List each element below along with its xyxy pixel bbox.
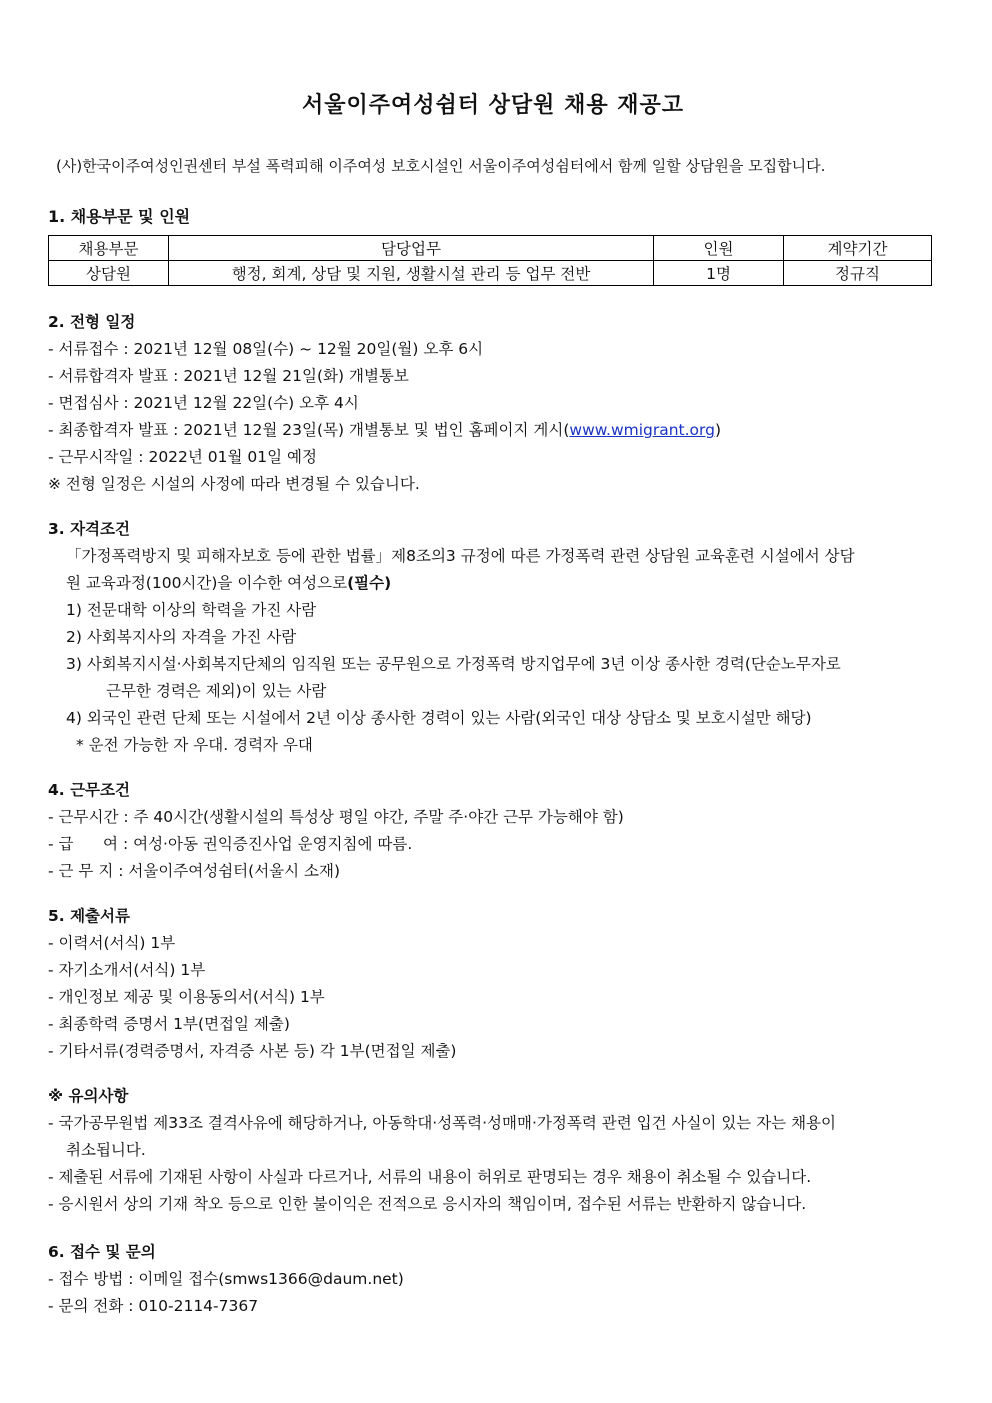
qualification-item: 2) 사회복지사의 자격을 가진 사람 (66, 628, 297, 646)
section-conditions (48, 777, 943, 885)
section-recruitment (48, 204, 943, 286)
required-mark: (필수) (347, 574, 392, 592)
schedule-item-text: ) (714, 421, 722, 439)
table-cell: 상담원 (49, 261, 169, 286)
schedule-item: - 근무시작일 : 2022년 01월 01일 예정 (48, 448, 318, 466)
recruitment-table (48, 235, 932, 286)
section-documents (48, 903, 943, 1065)
table-header-cell: 채용부문 (49, 236, 169, 261)
condition-item: - 급 여 : 여성·아동 권익증진사업 운영지침에 따름. (48, 835, 413, 853)
schedule-item: - 서류합격자 발표 : 2021년 12월 21일(화) 개별통보 (48, 367, 409, 385)
table-header-cell: 담당업무 (169, 236, 654, 261)
notice-item: - 국가공무원법 제33조 결격사유에 해당하거나, 아동학대·성폭력·성매매·가정폭력 관련 입건 사실이 있는 자는 채용이 (48, 1114, 836, 1132)
qualification-paragraph (48, 570, 943, 597)
section-contact (48, 1239, 943, 1320)
preference-note: * 운전 가능한 자 우대. 경력자 우대 (76, 736, 313, 754)
page-title: 서울이주여성쉼터 상담원 채용 재공고 (301, 93, 684, 118)
notice-item: - 응시원서 상의 기재 착오 등으로 인한 불이익은 전적으로 응시자의 책임이며, 접수된 서류는 반환하지 않습니다. (48, 1195, 807, 1213)
section-qualifications (48, 516, 943, 759)
schedule-item: - 면접심사 : 2021년 12월 22일(수) 오후 4시 (48, 394, 359, 412)
schedule-note: ※ 전형 일정은 시설의 사정에 따라 변경될 수 있습니다. (48, 475, 420, 493)
qualification-item-continued: 근무한 경력은 제외)이 있는 사람 (106, 682, 327, 700)
contact-item: - 문의 전화 : 010-2114-7367 (48, 1297, 259, 1315)
table-header-cell: 인원 (654, 236, 784, 261)
intro-text: (사)한국이주여성인권센터 부설 폭력피해 이주여성 보호시설인 서울이주여성쉼터에서 함께 일할 상담원을 모집합니다. (56, 157, 826, 175)
qualification-text: 원 교육과정(100시간)을 이수한 여성으로 (66, 574, 348, 592)
section-notices (48, 1083, 943, 1218)
section-heading: 5. 제출서류 (48, 907, 130, 925)
section-schedule (48, 309, 943, 498)
document-item: - 기타서류(경력증명서, 자격증 사본 등) 각 1부(면접일 제출) (48, 1042, 457, 1060)
table-cell: 정규직 (784, 261, 932, 286)
schedule-item: - 서류접수 : 2021년 12월 08일(수) ~ 12월 20일(월) 오후 6시 (48, 340, 484, 358)
table-header-cell: 계약기간 (784, 236, 932, 261)
section-heading: 3. 자격조건 (48, 520, 130, 538)
qualification-item: 1) 전문대학 이상의 학력을 가진 사람 (66, 601, 317, 619)
notice-item: - 제출된 서류에 기재된 사항이 사실과 다르거나, 서류의 내용이 허위로 판명되는 경우 채용이 취소될 수 있습니다. (48, 1168, 812, 1186)
qualification-item: 3) 사회복지시설·사회복지단체의 임직원 또는 공무원으로 가정폭력 방지업무에 3년 이상 종사한 경력(단순노무자로 (66, 655, 841, 673)
document-item: - 자기소개서(서식) 1부 (48, 961, 206, 979)
section-heading: 6. 접수 및 문의 (48, 1243, 156, 1261)
document-item: - 개인정보 제공 및 이용동의서(서식) 1부 (48, 988, 325, 1006)
qualification-paragraph: 「가정폭력방지 및 피해자보호 등에 관한 법률」제8조의3 규정에 따른 가정폭력 관련 상담원 교육훈련 시설에서 상담 (66, 547, 855, 565)
document-item: - 이력서(서식) 1부 (48, 934, 176, 952)
document-item: - 최종학력 증명서 1부(면접일 제출) (48, 1015, 290, 1033)
table-cell: 행정, 회계, 상담 및 지원, 생활시설 관리 등 업무 전반 (169, 261, 654, 286)
table-row (49, 261, 932, 286)
condition-item: - 근무시간 : 주 40시간(생활시설의 특성상 평일 야간, 주말 주·야간 근무 가능해야 함) (48, 808, 624, 826)
homepage-link[interactable]: www.wmigrant.org (569, 421, 715, 439)
section-heading: 1. 채용부문 및 인원 (48, 207, 191, 226)
schedule-item-text: - 최종합격자 발표 : 2021년 12월 23일(목) 개별통보 및 법인 홈페이지 게시( (48, 421, 570, 439)
table-header-row (49, 236, 932, 261)
schedule-item (48, 417, 943, 444)
section-heading: 2. 전형 일정 (48, 313, 136, 331)
section-heading: ※ 유의사항 (48, 1087, 129, 1105)
section-heading: 4. 근무조건 (48, 781, 130, 799)
condition-item: - 근 무 지 : 서울이주여성쉼터(서울시 소재) (48, 862, 341, 880)
notice-item-continued: 취소됩니다. (66, 1141, 146, 1159)
qualification-item: 4) 외국인 관련 단체 또는 시설에서 2년 이상 종사한 경력이 있는 사람(외국인 대상 상담소 및 보호시설만 해당) (66, 709, 812, 727)
contact-item: - 접수 방법 : 이메일 접수(smws1366@daum.net) (48, 1270, 404, 1288)
table-cell: 1명 (654, 261, 784, 286)
